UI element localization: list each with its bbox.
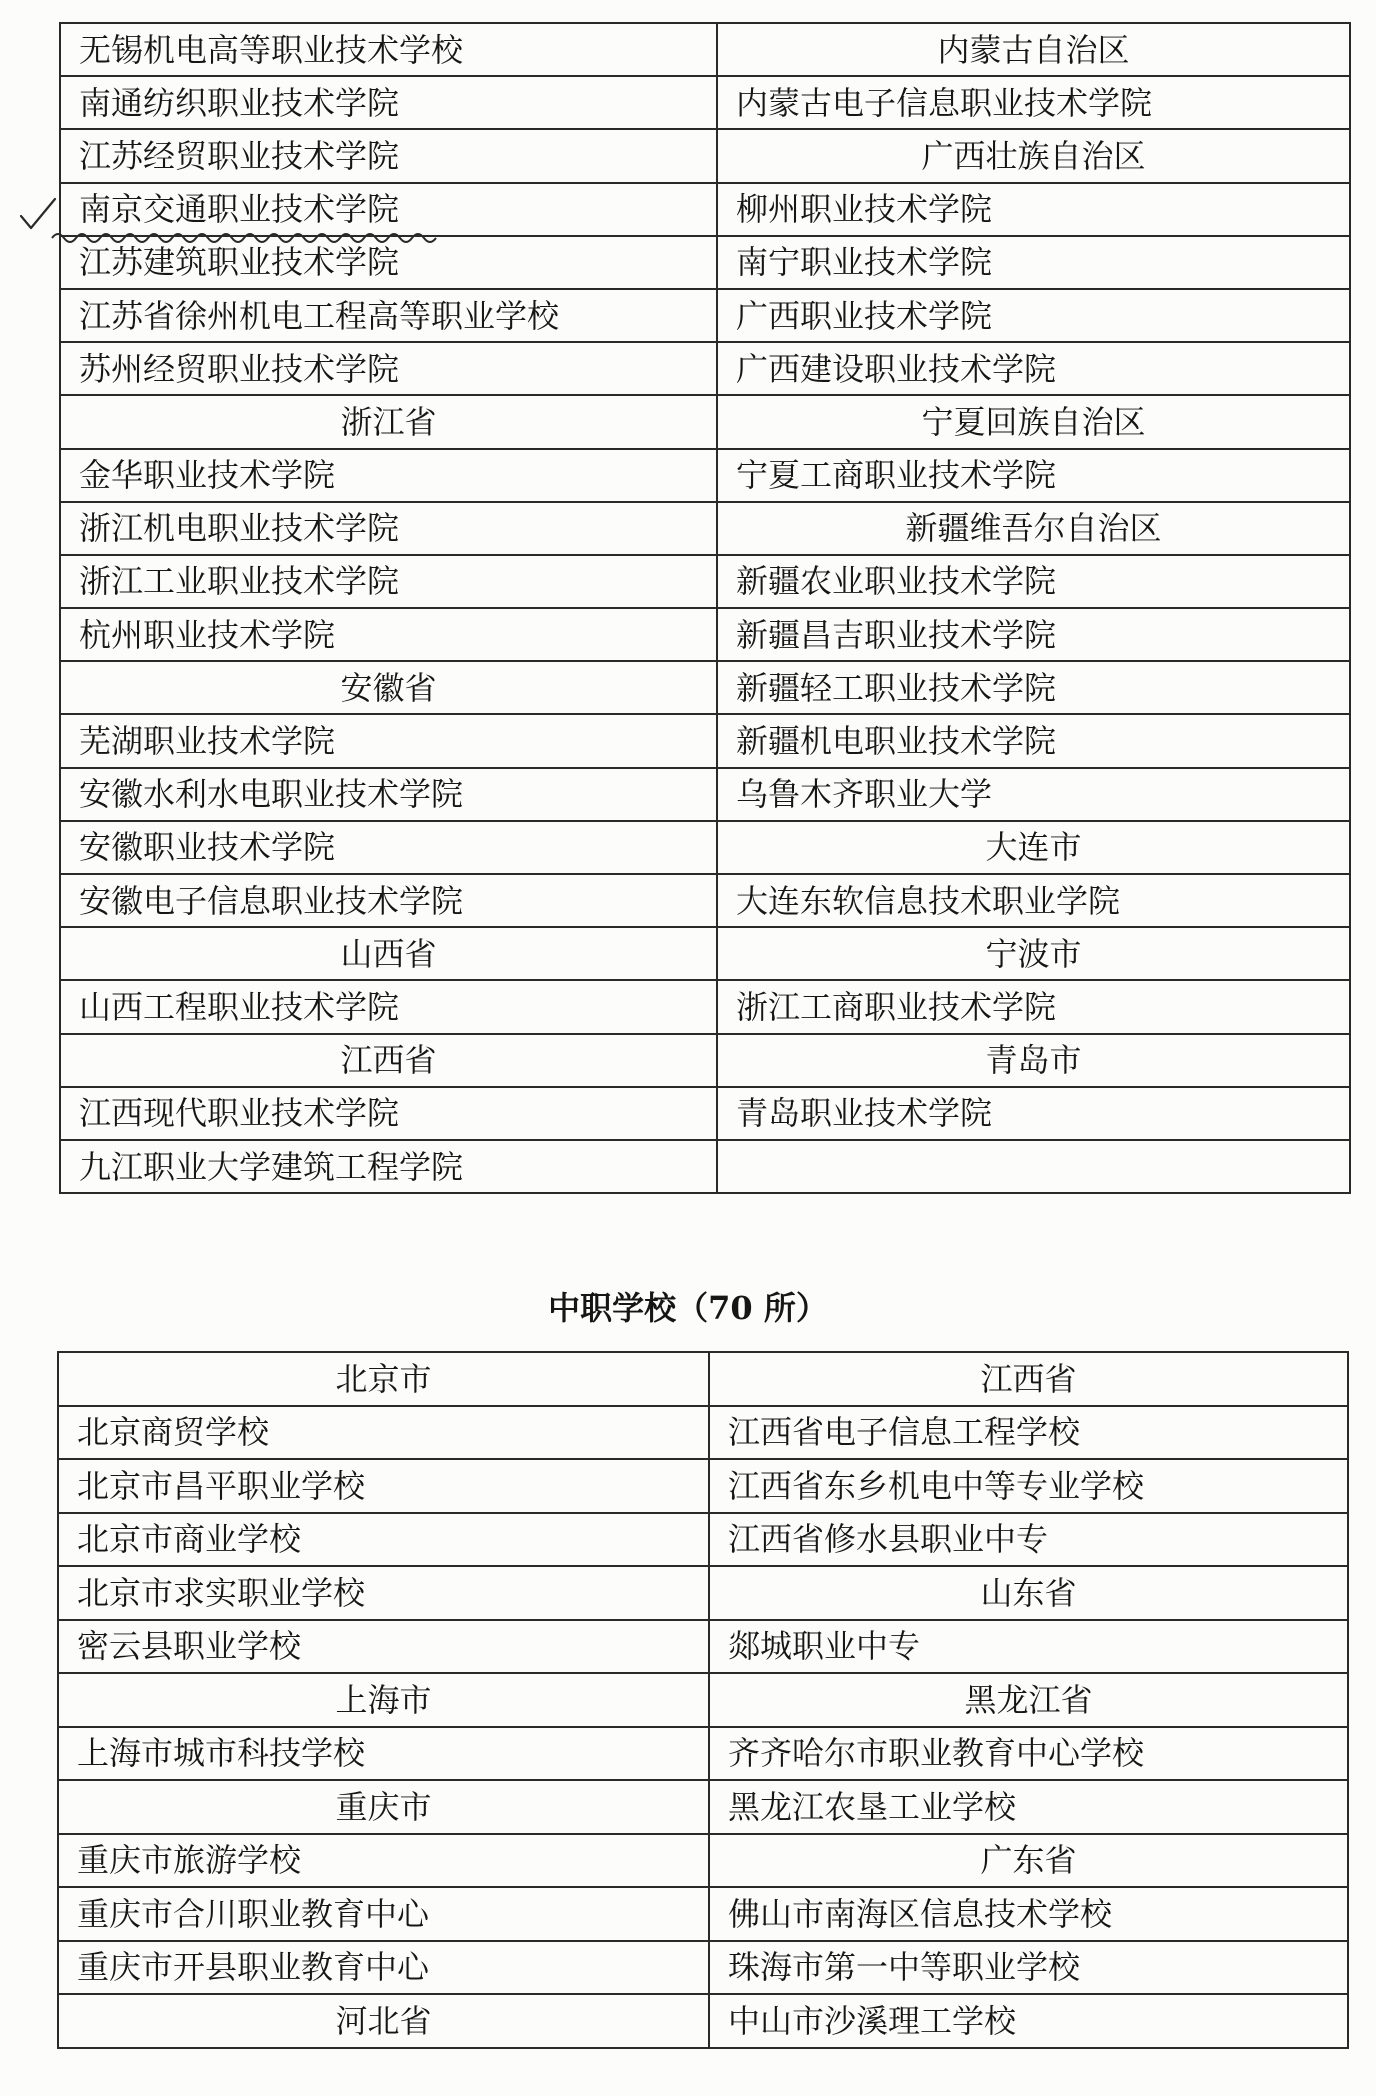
region-header-cell: 河北省 (58, 1994, 709, 2048)
table-row (60, 23, 1350, 76)
school-name-cell: 北京市商业学校 (58, 1513, 709, 1567)
table-row (60, 342, 1350, 395)
table-row (58, 1406, 1348, 1460)
table-row (60, 608, 1350, 661)
school-name-cell: 苏州经贸职业技术学院 (60, 342, 717, 395)
table-row (60, 183, 1350, 236)
school-name-cell: 浙江机电职业技术学院 (60, 502, 717, 555)
school-name-cell: 内蒙古电子信息职业技术学院 (717, 76, 1350, 129)
school-name-cell: 浙江工商职业技术学院 (717, 980, 1350, 1033)
school-name-cell: 江西省修水县职业中专 (709, 1513, 1348, 1567)
school-name-cell: 金华职业技术学院 (60, 449, 717, 502)
table-row (60, 502, 1350, 555)
handwritten-check-mark (18, 196, 58, 232)
region-header-cell: 宁夏回族自治区 (717, 395, 1350, 448)
school-name-cell: 齐齐哈尔市职业教育中心学校 (709, 1727, 1348, 1781)
table-row (60, 449, 1350, 502)
table-row (60, 555, 1350, 608)
secondary-school-section-title: 中职学校（70 所） (548, 1289, 828, 1327)
table-row (60, 236, 1350, 289)
school-name-cell: 柳州职业技术学院 (717, 183, 1350, 236)
school-name-cell: 山西工程职业技术学院 (60, 980, 717, 1033)
region-header-cell: 重庆市 (58, 1780, 709, 1834)
school-name-cell: 江苏省徐州机电工程高等职业学校 (60, 289, 717, 342)
region-header-cell: 内蒙古自治区 (717, 23, 1350, 76)
school-name-cell: 新疆机电职业技术学院 (717, 714, 1350, 767)
table-row (60, 661, 1350, 714)
school-name-cell: 重庆市合川职业教育中心 (58, 1887, 709, 1941)
school-name-cell: 珠海市第一中等职业学校 (709, 1941, 1348, 1995)
school-name-cell: 密云县职业学校 (58, 1620, 709, 1674)
region-header-cell: 广东省 (709, 1834, 1348, 1888)
table-row (58, 1673, 1348, 1727)
table-row (58, 1780, 1348, 1834)
school-name-cell: 北京市昌平职业学校 (58, 1459, 709, 1513)
table-row (60, 76, 1350, 129)
school-name-cell: 安徽电子信息职业技术学院 (60, 874, 717, 927)
region-header-cell: 安徽省 (60, 661, 717, 714)
school-name-cell: 南京交通职业技术学院 (60, 183, 717, 236)
school-name-cell: 江西现代职业技术学院 (60, 1087, 717, 1140)
region-header-cell: 上海市 (58, 1673, 709, 1727)
table-row (60, 1140, 1350, 1193)
table-row (60, 395, 1350, 448)
school-name-cell: 宁夏工商职业技术学院 (717, 449, 1350, 502)
table-row (58, 1887, 1348, 1941)
region-header-cell: 新疆维吾尔自治区 (717, 502, 1350, 555)
region-header-cell: 山东省 (709, 1566, 1348, 1620)
table-row (60, 1034, 1350, 1087)
school-name-cell: 江西省东乡机电中等专业学校 (709, 1459, 1348, 1513)
school-name-cell: 广西建设职业技术学院 (717, 342, 1350, 395)
table-row (60, 874, 1350, 927)
table-row (60, 980, 1350, 1033)
higher-vocational-college-table (59, 22, 1351, 1194)
region-header-cell: 江西省 (709, 1352, 1348, 1406)
table-row (60, 821, 1350, 874)
school-name-cell: 江西省电子信息工程学校 (709, 1406, 1348, 1460)
table-row (60, 927, 1350, 980)
school-name-cell: 芜湖职业技术学院 (60, 714, 717, 767)
school-name-cell: 广西职业技术学院 (717, 289, 1350, 342)
school-name-cell: 重庆市开县职业教育中心 (58, 1941, 709, 1995)
table-row (58, 1834, 1348, 1888)
empty-cell (717, 1140, 1350, 1193)
school-name-cell: 新疆轻工职业技术学院 (717, 661, 1350, 714)
school-name-cell: 安徽职业技术学院 (60, 821, 717, 874)
school-name-cell: 佛山市南海区信息技术学校 (709, 1887, 1348, 1941)
school-name-cell: 南宁职业技术学院 (717, 236, 1350, 289)
region-header-cell: 浙江省 (60, 395, 717, 448)
table-row (58, 1513, 1348, 1567)
region-header-cell: 黑龙江省 (709, 1673, 1348, 1727)
table-row (60, 768, 1350, 821)
table-row (60, 1087, 1350, 1140)
school-name-cell: 青岛职业技术学院 (717, 1087, 1350, 1140)
school-name-cell: 新疆农业职业技术学院 (717, 555, 1350, 608)
school-name-cell: 杭州职业技术学院 (60, 608, 717, 661)
region-header-cell: 广西壮族自治区 (717, 129, 1350, 182)
school-name-cell: 北京市求实职业学校 (58, 1566, 709, 1620)
school-name-cell: 安徽水利水电职业技术学院 (60, 768, 717, 821)
school-name-cell: 江苏建筑职业技术学院 (60, 236, 717, 289)
school-name-cell: 郯城职业中专 (709, 1620, 1348, 1674)
school-name-cell: 新疆昌吉职业技术学院 (717, 608, 1350, 661)
region-header-cell: 宁波市 (717, 927, 1350, 980)
school-name-cell: 黑龙江农垦工业学校 (709, 1780, 1348, 1834)
school-name-cell: 重庆市旅游学校 (58, 1834, 709, 1888)
table-row (60, 289, 1350, 342)
region-header-cell: 青岛市 (717, 1034, 1350, 1087)
school-name-cell: 上海市城市科技学校 (58, 1727, 709, 1781)
table-row (58, 1620, 1348, 1674)
table-row (60, 714, 1350, 767)
region-header-cell: 江西省 (60, 1034, 717, 1087)
school-name-cell: 南通纺织职业技术学院 (60, 76, 717, 129)
region-header-cell: 山西省 (60, 927, 717, 980)
table-row (58, 1352, 1348, 1406)
secondary-vocational-school-table (57, 1351, 1349, 2049)
table-row (58, 1994, 1348, 2048)
table-row (58, 1727, 1348, 1781)
table-row (58, 1459, 1348, 1513)
school-name-cell: 中山市沙溪理工学校 (709, 1994, 1348, 2048)
school-name-cell: 无锡机电高等职业技术学校 (60, 23, 717, 76)
mid-table-body (58, 1352, 1348, 2048)
table-row (58, 1566, 1348, 1620)
school-name-cell: 北京商贸学校 (58, 1406, 709, 1460)
school-name-cell: 乌鲁木齐职业大学 (717, 768, 1350, 821)
region-header-cell: 北京市 (58, 1352, 709, 1406)
school-name-cell: 大连东软信息技术职业学院 (717, 874, 1350, 927)
table-row (60, 129, 1350, 182)
table-row (58, 1941, 1348, 1995)
school-name-cell: 浙江工业职业技术学院 (60, 555, 717, 608)
region-header-cell: 大连市 (717, 821, 1350, 874)
school-name-cell: 江苏经贸职业技术学院 (60, 129, 717, 182)
higher-table-body (60, 23, 1350, 1193)
school-name-cell: 九江职业大学建筑工程学院 (60, 1140, 717, 1193)
